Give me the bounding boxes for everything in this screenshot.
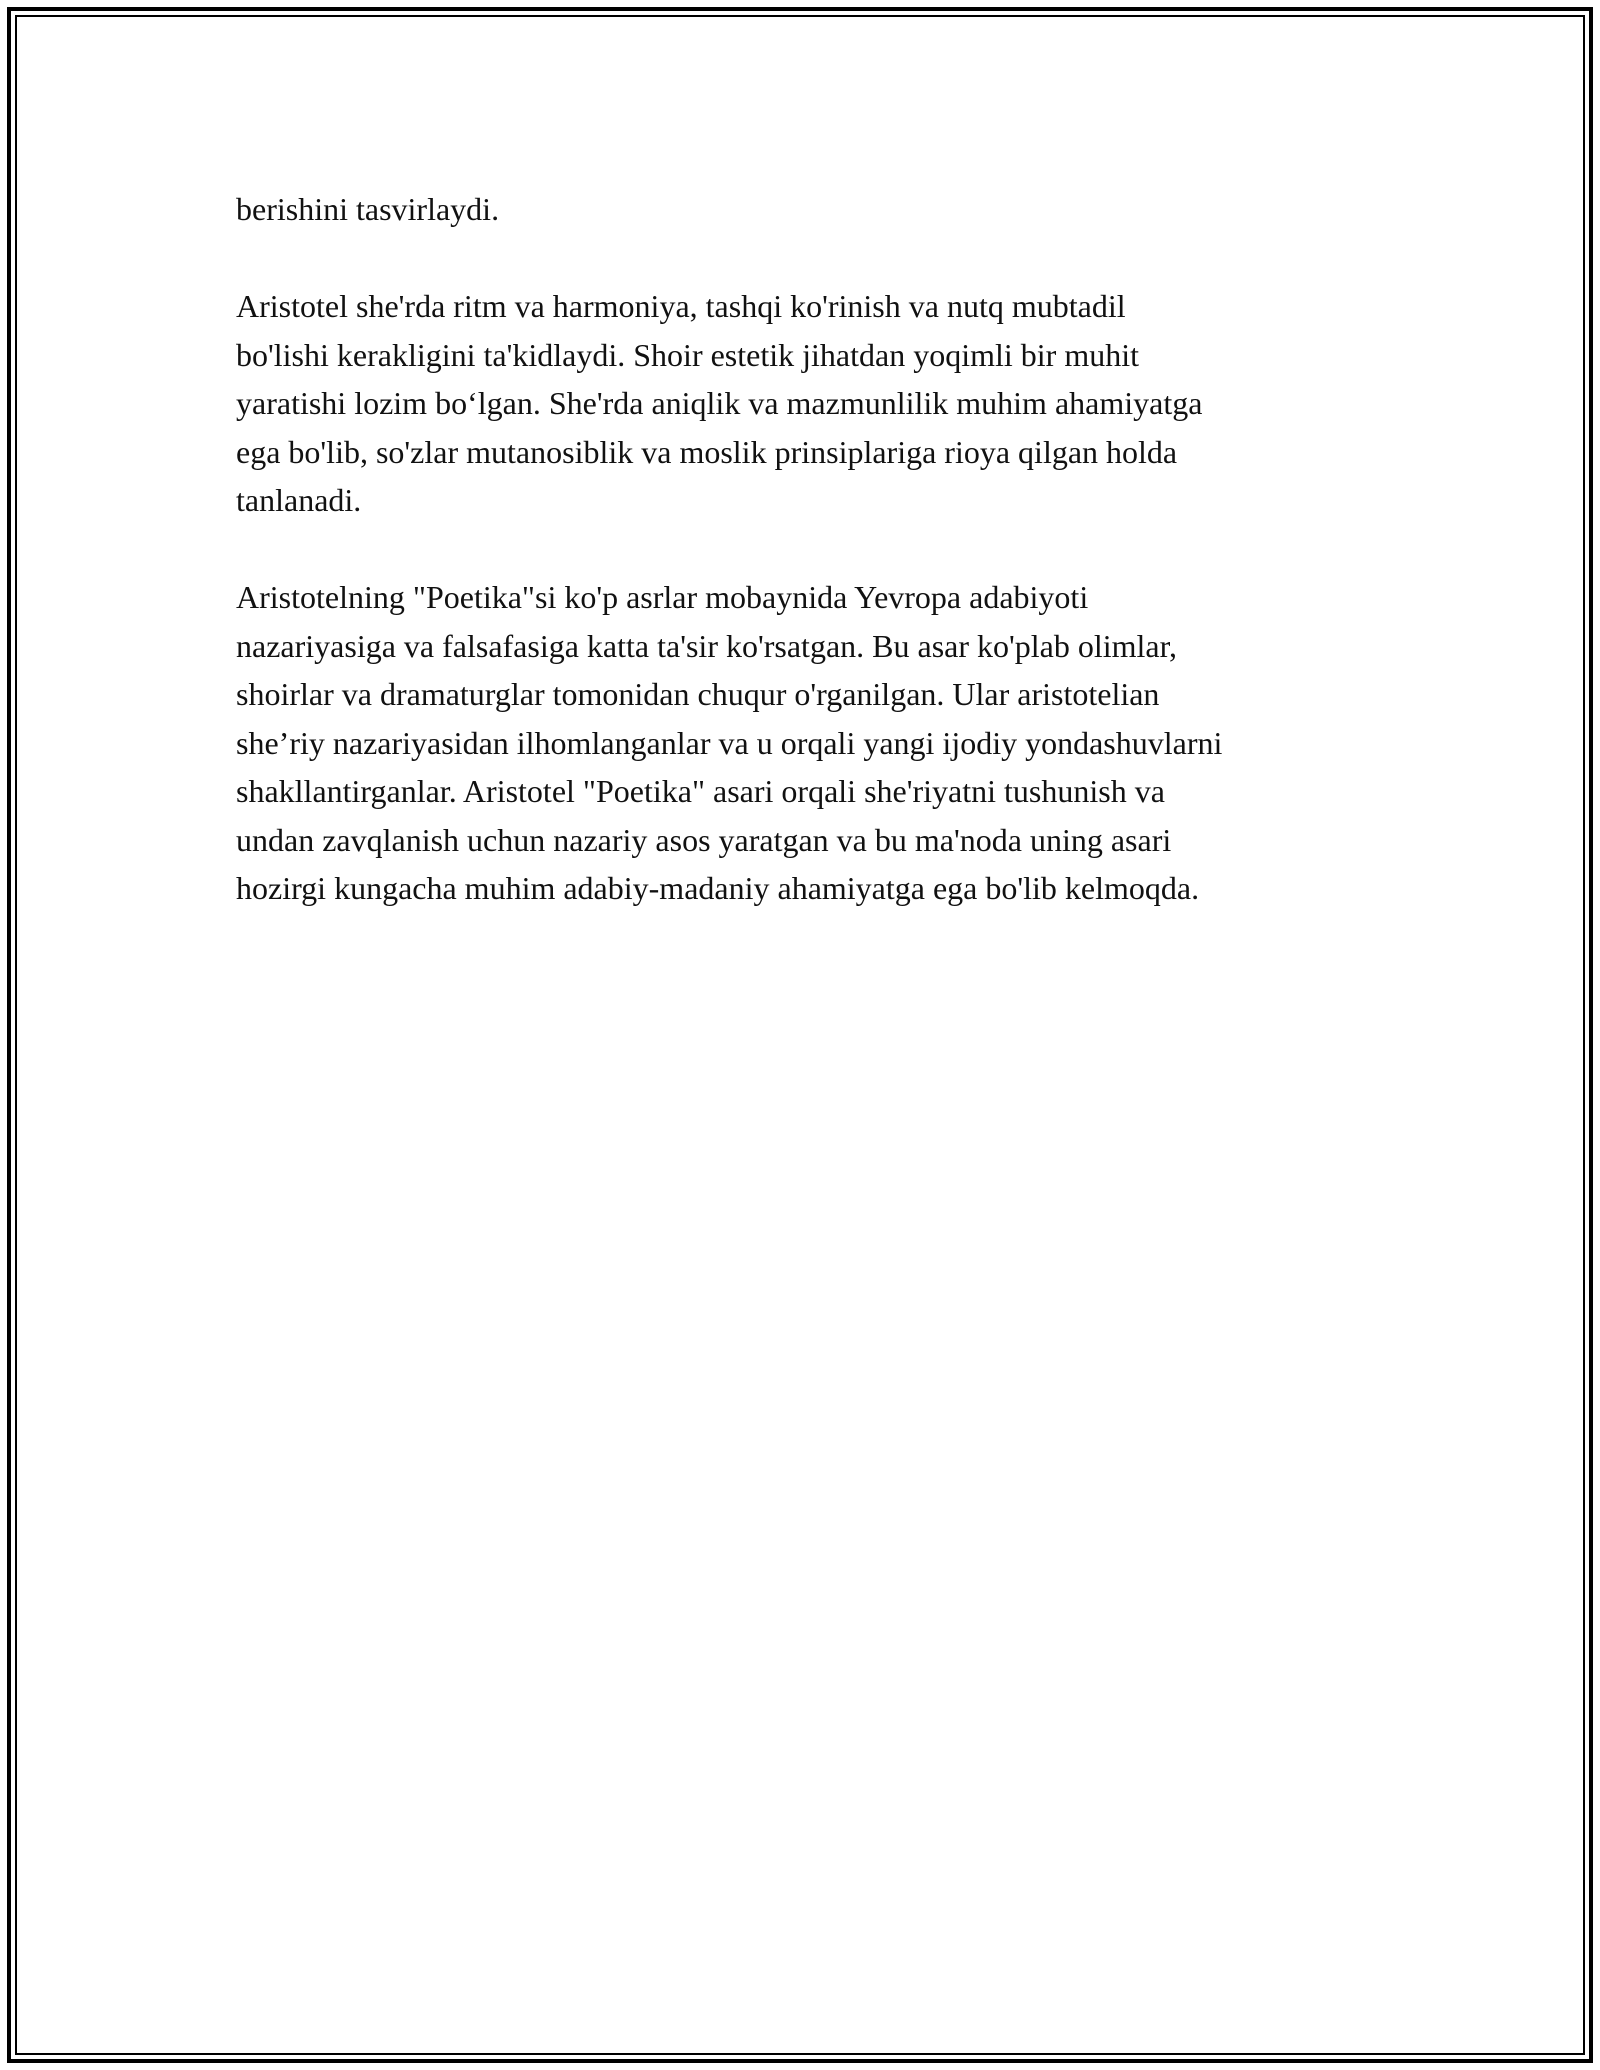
text-line: Aristotelning "Poetika"si ko'p asrlar mobaynida Yevropa adabiyoti — [236, 579, 1089, 615]
text-line: shoirlar va dramaturglar tomonidan chuqur o'rganilgan. Ular aristotelian — [236, 676, 1160, 712]
paragraph-3 — [236, 573, 1396, 913]
text-line: yaratishi lozim bo‘lgan. She'rda aniqlik va mazmunlilik muhim ahamiyatga — [236, 385, 1203, 421]
text-line: tanlanadi. — [236, 482, 362, 518]
text-line: berishini tasvirlaydi. — [236, 191, 500, 227]
text-line: hozirgi kungacha muhim adabiy-madaniy ahamiyatga ega bo'lib kelmoqda. — [236, 870, 1200, 906]
paragraph-1 — [236, 185, 1396, 234]
text-line: undan zavqlanish uchun nazariy asos yaratgan va bu ma'noda uning asari — [236, 821, 1172, 858]
text-line: nazariyasiga va falsafasiga katta ta'sir ko'rsatgan. Bu asar ko'plab olimlar, — [236, 627, 1177, 664]
document-body — [236, 185, 1396, 961]
paragraph-2 — [236, 282, 1396, 525]
text-line: bo'lishi kerakligini ta'kidlaydi. Shoir estetik jihatdan yoqimli bir muhit — [236, 336, 1139, 373]
text-line: shakllantirganlar. Aristotel "Poetika" asari orqali she'riyatni tushunish va — [236, 773, 1165, 809]
text-line: ega bo'lib, so'zlar mutanosiblik va moslik prinsiplariga rioya qilgan holda — [236, 433, 1178, 470]
text-line: she’riy nazariyasidan ilhomlanganlar va u orqali yangi ijodiy yondashuvlarni — [236, 724, 1223, 761]
text-line: Aristotel she'rda ritm va harmoniya, tashqi ko'rinish va nutq mubtadil — [236, 288, 1126, 324]
